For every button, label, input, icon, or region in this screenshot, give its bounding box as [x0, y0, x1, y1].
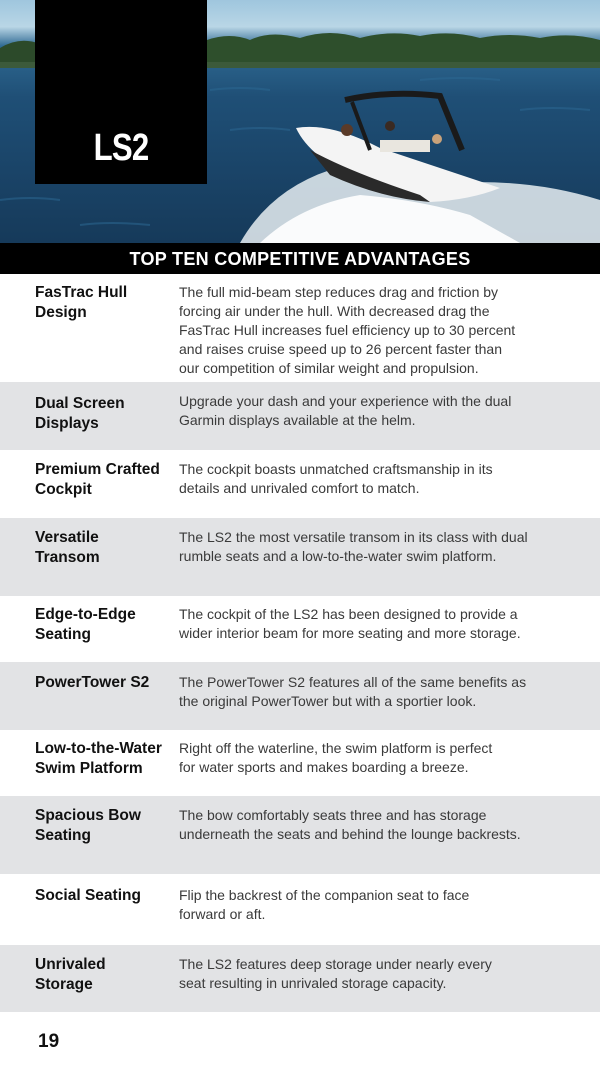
advantage-title	[35, 605, 175, 645]
advantage-description	[179, 806, 569, 844]
advantage-description-line: rumble seats and a low-to-the-water swim platform.	[179, 548, 497, 564]
advantage-description	[179, 605, 569, 643]
advantage-description-line: the original PowerTower but with a sportier look.	[179, 693, 477, 709]
advantage-description-line: for water sports and makes boarding a breeze.	[179, 759, 469, 775]
advantage-description	[179, 955, 569, 993]
advantage-description-line: The cockpit of the LS2 has been designed to provide a	[179, 606, 518, 622]
advantage-description-line: our competition of similar weight and propulsion.	[179, 360, 479, 376]
section-banner: TOP TEN COMPETITIVE ADVANTAGES	[0, 243, 600, 274]
advantage-title	[35, 806, 175, 846]
advantage-description	[179, 392, 569, 430]
advantage-title-line: Social Seating	[35, 887, 141, 904]
advantage-description-line: Flip the backrest of the companion seat to face	[179, 887, 470, 903]
page-number: 19	[38, 1031, 60, 1052]
advantage-row	[0, 518, 600, 596]
advantage-description-line: The PowerTower S2 features all of the same benefits as	[179, 674, 527, 690]
advantage-title-line: Swim Platform	[35, 760, 143, 777]
advantage-title	[35, 886, 175, 906]
advantage-title-line: FasTrac Hull	[35, 284, 128, 301]
advantage-row	[0, 382, 600, 450]
advantage-description-line: and raises cruise speed up to 26 percent faster than	[179, 341, 502, 357]
model-badge	[35, 0, 207, 184]
advantage-description-line: wider interior beam for more seating and more storage.	[179, 625, 521, 641]
advantage-title-line: PowerTower S2	[35, 674, 150, 691]
advantage-row	[0, 945, 600, 1012]
advantage-description-line: Right off the waterline, the swim platform is perfect	[179, 740, 493, 756]
advantage-title-line: Design	[35, 304, 87, 321]
advantage-description-line: The cockpit boasts unmatched craftsmanship in its	[179, 461, 493, 477]
advantage-description-line: The bow comfortably seats three and has storage	[179, 807, 487, 823]
advantage-title-line: Displays	[35, 415, 99, 432]
advantage-row	[0, 730, 600, 796]
advantage-description-line: seat resulting in unrivaled storage capacity.	[179, 975, 447, 991]
advantage-row	[0, 274, 600, 382]
advantage-title-line: Seating	[35, 827, 91, 844]
advantage-description-line: Upgrade your dash and your experience with the dual	[179, 393, 512, 409]
advantage-description	[179, 673, 569, 711]
advantage-title	[35, 739, 175, 779]
advantage-title	[35, 283, 175, 323]
advantage-title	[35, 673, 175, 693]
advantage-title-line: Cockpit	[35, 481, 92, 498]
advantage-description	[179, 460, 569, 498]
advantage-row	[0, 662, 600, 730]
advantage-description	[179, 739, 569, 777]
advantage-title-line: Dual Screen	[35, 395, 125, 412]
advantage-title-line: Premium Crafted	[35, 461, 160, 478]
advantage-title-line: Edge-to-Edge	[35, 606, 136, 623]
advantage-title-line: Unrivaled	[35, 956, 106, 973]
advantage-title-line: Versatile	[35, 529, 99, 546]
advantage-description-line: The full mid-beam step reduces drag and friction by	[179, 284, 499, 300]
advantage-row	[0, 596, 600, 662]
advantage-description-line: Garmin displays available at the helm.	[179, 412, 416, 428]
advantage-row	[0, 874, 600, 945]
advantage-row	[0, 450, 600, 518]
advantage-title-line: Low-to-the-Water	[35, 740, 162, 757]
advantage-title	[35, 528, 175, 568]
advantage-description-line: forward or aft.	[179, 906, 266, 922]
advantage-title	[35, 955, 175, 995]
advantage-description	[179, 528, 569, 566]
advantage-description-line: forcing air under the hull. With decreased drag the	[179, 303, 490, 319]
advantage-description-line: The LS2 features deep storage under nearly every	[179, 956, 492, 972]
advantage-description	[179, 283, 569, 378]
advantage-description-line: details and unrivaled comfort to match.	[179, 480, 420, 496]
advantages-list	[0, 274, 600, 1012]
advantage-description-line: The LS2 the most versatile transom in its class with dual	[179, 529, 528, 545]
advantage-title	[35, 460, 175, 500]
advantage-title-line: Spacious Bow	[35, 807, 141, 824]
advantage-description	[179, 886, 569, 924]
advantage-description-line: underneath the seats and behind the lounge backrests.	[179, 826, 521, 842]
advantage-title-line: Seating	[35, 626, 91, 643]
advantage-title-line: Storage	[35, 976, 93, 993]
advantage-title-line: Transom	[35, 549, 100, 566]
advantage-row	[0, 796, 600, 874]
advantage-description-line: FasTrac Hull increases fuel efficiency up to 30 percent	[179, 322, 516, 338]
hero-photo	[0, 0, 600, 243]
model-name: LS2	[93, 127, 149, 169]
advantage-title	[35, 394, 175, 434]
